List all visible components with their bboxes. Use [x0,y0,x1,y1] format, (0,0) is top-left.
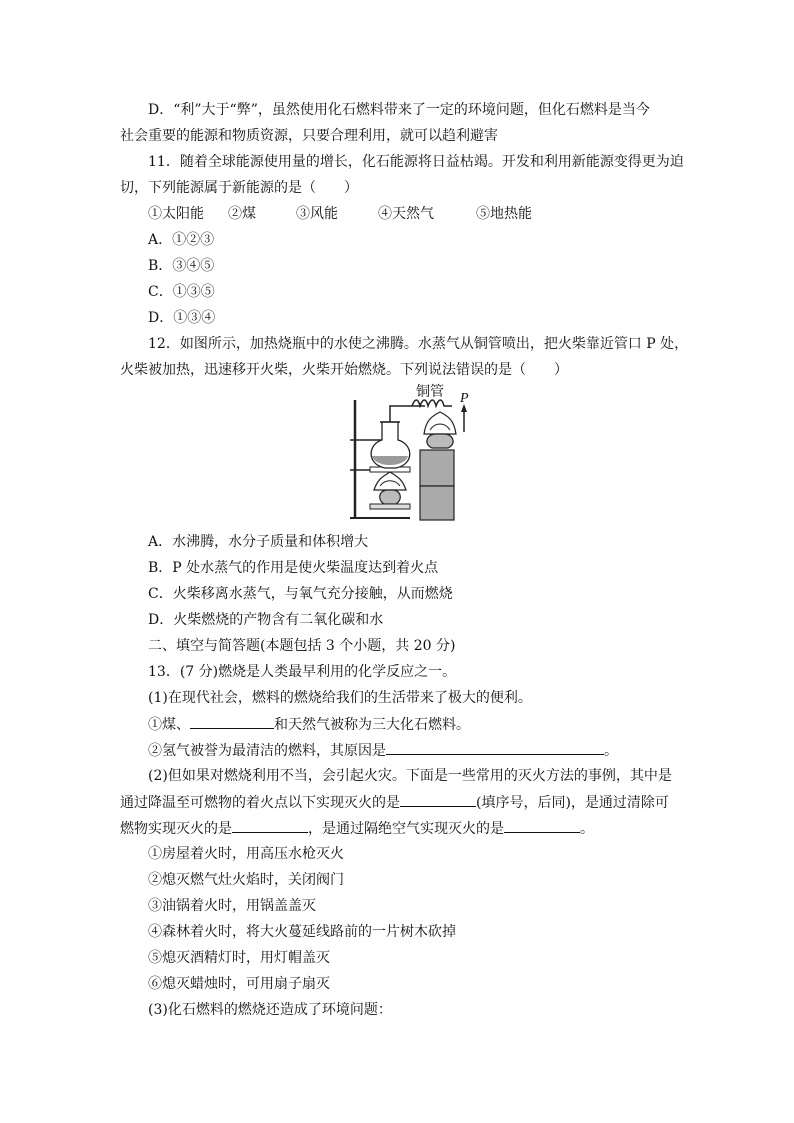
q10-option-d-line1: D．“利”大于“弊”，虽然使用化石燃料带来了一定的环境问题，但化石燃料是当今 [148,102,650,118]
q12-option-a: A．水沸腾，水分子质量和体积增大 [148,534,369,550]
q13-part2-line3-post: 。 [580,821,594,837]
q13-part2-line1: (2)但如果对燃烧利用不当，会引起火灾。下面是一些常用的灭火方法的事例，其中是 [148,768,672,784]
q13-item: ②熄灭燃气灶火焰时，关闭阀门 [148,872,344,888]
q13-item: ④森林着火时，将大火蔓延线路前的一片树木砍掉 [148,924,456,940]
q13-item: ⑥熄灭蜡烛时，可用扇子扇灭 [148,976,330,992]
q13-part1b [148,740,618,761]
answer-blank[interactable] [232,818,308,833]
q11-option-a: A．①②③ [148,232,215,248]
q13-part1a-pre: ①煤、 [148,717,190,733]
q13-part2-line3 [120,818,594,839]
answer-blank[interactable] [190,714,274,729]
q13-part1b-post: 。 [604,743,618,759]
q11-items [148,204,532,224]
q13-part1a [148,714,470,735]
section-heading: 二、填空与简答题(本题包括 3 个小题，共 20 分) [148,638,456,654]
q13-part2-line2-post: (填序号，后同)，是通过清除可 [476,795,669,811]
q13-part2-line2-pre: 通过降温至可燃物的着火点以下实现灭火的是 [120,795,400,811]
figure-label-tube: 铜管 [416,384,444,400]
q13-part2-line3-mid: ，是通过隔绝空气实现灭火的是 [308,821,504,837]
q12-option-b: B．P 处水蒸气的作用是使火柴温度达到着火点 [148,560,439,576]
apparatus-diagram [340,382,475,522]
q13-stem: 13．(7 分)燃烧是人类最早利用的化学反应之一。 [148,664,457,680]
q11-item: ②煤 [228,206,256,222]
q11-stem-line2: 切，下列能源属于新能源的是（ ） [120,180,358,196]
q12-stem-line2: 火柴被加热，迅速移开火柴，火柴开始燃烧。下列说法错误的是（ ） [120,362,568,378]
q13-part1: (1)在现代社会，燃料的燃烧给我们的生活带来了极大的便利。 [148,690,532,706]
q12-option-c: C．火柴移离水蒸气，与氧气充分接触，从而燃烧 [148,586,453,602]
answer-blank[interactable] [504,818,580,833]
q13-part2-line2 [120,792,669,813]
q11-option-c: C．①③⑤ [148,284,215,300]
q11-item: ⑤地热能 [476,206,532,222]
q13-item: ③油锅着火时，用锅盖盖灭 [148,898,316,914]
apparatus-figure [340,382,475,522]
q13-item: ①房屋着火时，用高压水枪灭火 [148,846,344,862]
q13-part1a-post: 和天然气被称为三大化石燃料。 [274,717,470,733]
q11-item: ①太阳能 [148,206,204,222]
q11-option-d: D．①③④ [148,310,216,326]
q13-part3: (3)化石燃料的燃烧还造成了环境问题： [148,1002,392,1018]
q13-part2-line3-pre: 燃物实现灭火的是 [120,821,232,837]
q11-item: ③风能 [296,206,338,222]
q12-stem-line1: 12．如图所示，加热烧瓶中的水使之沸腾。水蒸气从铜管喷出，把火柴靠近管口 P 处， [148,336,689,352]
q10-option-d-line2: 社会重要的能源和物质资源，只要合理利用，就可以趋利避害 [120,128,498,144]
answer-blank[interactable] [386,740,604,755]
q13-part1b-pre: ②氢气被誉为最清洁的燃料，其原因是 [148,743,386,759]
q11-option-b: B．③④⑤ [148,258,215,274]
q13-item: ⑤熄灭酒精灯时，用灯帽盖灭 [148,950,330,966]
q11-stem-line1: 11．随着全球能源使用量的增长，化石能源将日益枯竭。开发和利用新能源变得更为迫 [148,154,684,170]
q12-option-d: D．火柴燃烧的产物含有二氧化碳和水 [148,612,384,628]
q11-item: ④天然气 [378,206,434,222]
figure-label-p: P [460,391,469,406]
answer-blank[interactable] [400,792,476,807]
